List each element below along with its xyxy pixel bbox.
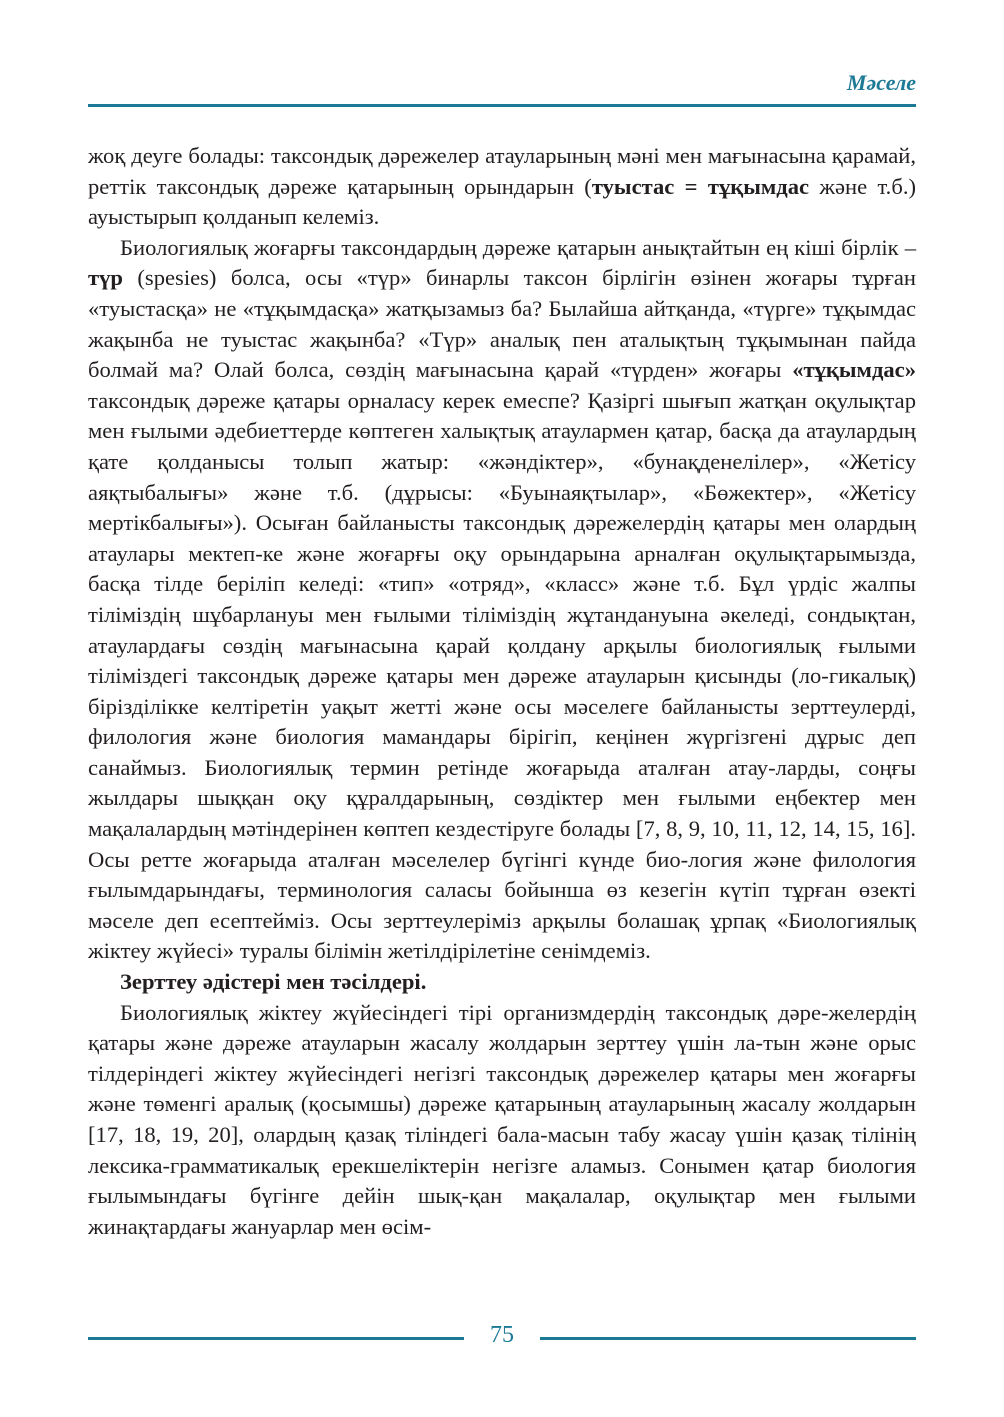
section-title: Мәселе (846, 70, 916, 95)
paragraph-1 (88, 141, 916, 233)
footer-divider-left (88, 1337, 464, 1340)
footer-divider-right (540, 1337, 916, 1340)
paragraph-1-bold-term: туыстас = тұқымдас (591, 173, 810, 199)
paragraph-3: Биологиялық жіктеу жүйесіндегі тірі организмдердің таксондық дәре-желердің қатары және дәреже атауларын жасалу жолдарын зерттеу үшін ла-тын және орыс тілдеріндегі жіктеу жүйесіндегі негізгі таксондық дәрежелер қатары мен жоғарғы және төменгі аралық (қосымшы) дәреже қатарының атауларының жасалу жолдарын [17, 18, 19, 20], олардың қазақ тіліндегі бала-масын табу жасау үшін қазақ тілінің лексика-грамматикалық ерекшеліктерін негізге аламыз. Сонымен қатар биология ғылымындағы бүгінге дейін шық-қан мақалалар, оқулықтар мен ғылыми жинақтардағы жануарлар мен өсім- (88, 999, 916, 1239)
paragraph-1-text-c: және т.б.) ауыстырып қолданып келеміз. (88, 173, 917, 230)
paragraph-2 (88, 233, 916, 967)
paragraph-2-text-c: (spesies) болса, осы «түр» бинарлы таксон бірлігін өзінен жоғары тұрған «туыстасқа» не «тұқымдасқа» жатқызамыз ба? Былайша айтқанда, «түрге» тұқымдас жақынба не туыстас жақынба? «Түр» аналық пен аталықтың тұқымынан пайда болмай ма? Олай болса, сөздің мағынасына қарай «түрден» жоғары (88, 265, 916, 383)
article-body (88, 141, 916, 1242)
paragraph-1-text-a: жоқ деуге болады: таксондық дәрежелер атауларының мәні мен мағынасына қарамай, реттік таксондық дәреже қатарының орындарын ( (88, 143, 916, 199)
header-divider (88, 104, 916, 107)
paragraph-2-bold-term-1: түр (88, 265, 123, 291)
page-number: 75 (490, 1322, 514, 1348)
paragraph-2-text-e: таксондық дәреже қатары орналасу керек емеспе? Қазіргі шығып жатқан оқулықтар мен ғылыми әдебиеттерде көптеген халықтық атаулармен қатар, басқа да атаулардың қате қолданысы толып жатыр: «жәндіктер», «бунақденелілер», «Жетісу аяқтыбалығы» және т.б. (дұрысы: «Буынаяқтылар», «Бөжектер», «Жетісу мертікбалығы»). Осыған байланысты таксондық дәрежелердің қатары мен олардың атаулары мектеп-ке және жоғарғы оқу орындарына арналған оқулықтарымызда, басқа тілде беріліп келеді: «тип» «отряд», «класс» және т.б. Бұл үрдіс жалпы тіліміздің шұбарлануы мен ғылыми тіліміздің жұтандануына әкеледі, сондықтан, атаулардағы сөздің мағынасына қарай қолдану арқылы биологиялық ғылыми тіліміздегі таксондық дәреже қатары мен дәреже атауларын қисынды (ло-гикалық) біріздiлікке келтіретін уақыт жетті және осы мәселеге байланысты зерттеулерді, филология және биология мамандары бірігіп, кеңінен жүргізгені дұрыс деп санаймыз. Биологиялық термин ретінде жоғарыда аталған атау-ларды, соңғы жылдары шыққан оқу құралдарының, сөздіктер мен ғылыми еңбектер мен мақалалардың мәтіндерінен көптеп кездестіруге болады [7, 8, 9, 10, 11, 12, 14, 15, 16]. Осы ретте жоғарыда аталған мәселелер бүгінгі күнде био-логия және филология ғылымдарындағы, терминология саласы бойынша өз кезегін күтіп тұрған өзекті мәселе деп есептейміз. Осы зерттеулеріміз арқылы болашақ ұрпақ «Биологиялық жіктеу жүйесі» туралы білімін жетілдірілетіне сенімдеміз. (88, 387, 916, 964)
section-heading: Зерттеу әдістері мен тәсілдері. (120, 969, 427, 995)
paragraph-2-bold-term-2: «тұқымдас» (792, 357, 916, 383)
paragraph-2-text-a: Биологиялық жоғарғы таксондардың дәреже қатарын анықтайтын ең кіші бірлік – (120, 234, 916, 260)
